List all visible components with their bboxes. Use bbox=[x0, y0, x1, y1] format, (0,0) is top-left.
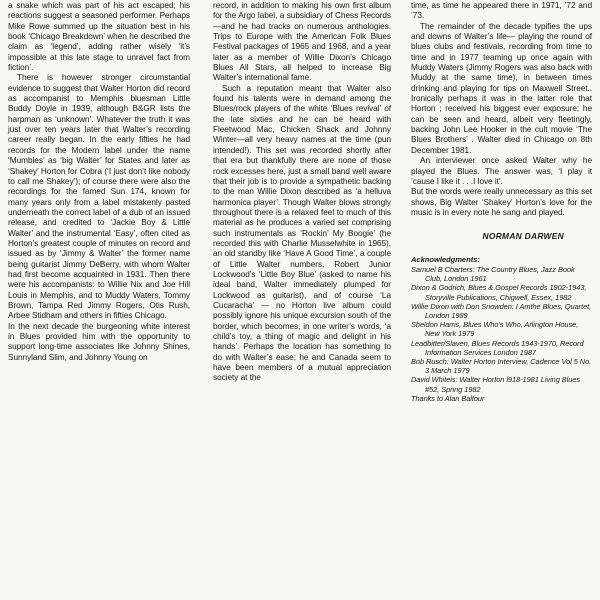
text-column-3 bbox=[411, 1, 592, 403]
paragraph: record, in addition to making his own first album for the Argo label, a subsidiary of Chess Records—and he had tracks on numerous anthologies. Trips to Europe with the American Folk Blues Festival packages of 1965 and 1968, and a year later as a member of Willie Dixon’s Chicago Blues All Stars, all helped to increase Big Walter’s international fame. bbox=[213, 1, 391, 83]
paragraph: Such a reputation meant that Walter also found his talents were in demand among the Blues/rock players of the white ‘Blues revival’ of the late sixties and he can be heard with Fleetwood Mac, Chicken Shack and Johnny Winter—all very heavy names at the time (pun intended!). This set was recorded shortly after that era but thankfully there are none of those rock excesses here, just a small band well aware that their job is to provide a sympathetic backing to the man Willie Dixon described as ‘a helluva harmonica player’. Though Walter blows strongly throughout there is a relaxed feel to much of this material as he produces a varied set comprising such instrumentals as ‘Rockin’ My Boogie’ (he recorded this with Charlie Musselwhite in 1965), an old standby like ‘Have A Good Time’, a couple of Little Walter numbers, Robert Junior Lockwood’s ‘Little Boy Blue’ (asked to name his ideal band, Walter immediately plumped for Lockwood as guitarist), and of course ‘La Cucaracha’ — no Horton live album could possibly ignore his unique excursion south of the border, which becomes, in one writer’s words, ‘a child’s toy, a thing of magic and delight in his hands’. Perhaps the location has something to do with Walter’s ease; he and Canada seem to have been members of a mutual appreciation society at the bbox=[213, 83, 391, 383]
text-column-1 bbox=[8, 1, 190, 363]
acknowledgments-heading: Acknowledgments: bbox=[411, 254, 480, 264]
paragraph: But the words were really unnecessary as this set shows, Big Walter ‘Shakey’ Horton’s love for the music is in every note he sang and played. bbox=[411, 187, 592, 217]
paragraph: The remainder of the decade typifies the ups and downs of Walter’s life— playing the round of blues clubs and festivals, recording from time to time and in 1977 teaming up once again with Muddy Waters (Jimmy Rogers was also back with Muddy at the same time), in between times drinking and playing for tips on Maxwell Street.. Ironically perhaps it was in the latter role that Horton ; received his biggest ever exposure; he can be seen and heard, albeit very fleetingly, backing John Lee Hooker in the cult movie ‘The Blues Brothers’ . Walter died in Chicago on 8th December 1981. bbox=[411, 21, 592, 155]
acknowledgment-item: Samuel B Charters: The Country Blues, Jazz Book Club, London 1961 bbox=[411, 264, 575, 284]
paragraph: An interviewer once asked Walter why he played the Blues. The answer was, ‘I play it ’cause I like it . . .I love it’. bbox=[411, 156, 592, 186]
paragraph: time, as time he appeared there in 1971, ’72 and ’73. bbox=[411, 1, 592, 21]
acknowledgment-item: David Whiteis: Walter Horton l918-1981 Living Blues #52, Spring 1982 bbox=[411, 375, 581, 394]
acknowledgments-list bbox=[411, 265, 592, 403]
acknowledgment-item: Willie Dixon with Don Snowden: I Amthe Blues, Quartet, London 1989 bbox=[411, 301, 592, 320]
text-column-2 bbox=[213, 1, 391, 384]
acknowledgment-item: Bob Rusch: Walter Horton Interview, Cadence Vol 5 No. 3 March 1979 bbox=[411, 356, 592, 376]
acknowledgment-item: Thanks to Alan Balfour bbox=[411, 393, 485, 403]
paragraph: a snake which was part of his act escaped; his reactions suggest a seasoned performer. Perhaps Mike Rowe summed up the situation best in his book ‘Chicago Breakdown’ when he described the claim as ‘legend’, adding rather wisely ‘it’s impossible at this late stage to unravel fact from fiction’. bbox=[8, 1, 190, 73]
paragraph: There is however stronger circumstantial evidence to suggest that Walter Horton did record as accompanist to Memphis bluesman Little Buddy Doyle in 1939, although B&GR lists the harpman as ‘unknown’. Whatever the truth it was just over ten years later that Walter’s recording career really began. In the early fifties he had records for the Modern label under the name ‘Mumbles’ as ‘big Walter’ for States and later as ‘Shakey’ Horton for Cobra (‘I just don’t like nobody to call me Shakey’); of course there were also the recordings for the famed Sun 174, known for many years only from a label mistakenly pasted underneath the correct label of a dub of an issued release, and credited to ‘Jackie Boy & Little Walter’ and the instrumental ‘Easy’, often cited as Horton’s greatest couple of minutes on record and issued as by ‘Jimmy & Walter’ the former name being guitarist Jimmy DeBerry, with whom Walter had first become acquainted in 1931. Then there were his accompanists: to Willie Nix and Joe Hill Louis in Memphis, and to Muddy Waters, Tommy Brown, Tampa Red Jimmy Rogers, Otis Rush, Arbee Stidham and others in fifties Chicago. bbox=[8, 73, 190, 321]
acknowledgment-item: Dixon & Godrich, Blues & Gospel Records 1902-1943, Storyville Publications, Chigwell, Essex, 1982 bbox=[411, 283, 587, 302]
author-signature: NORMAN DARWEN bbox=[482, 231, 564, 242]
paragraph: In the next decade the burgeoning white interest in Blues provided him with the opportunity to support long-time associates like Johnny Shines, Sunnyland Slim, and Johnny Young on bbox=[8, 321, 190, 362]
acknowledgment-item: Leadbitter/Slaven, Blues Records 1943-1970, Record Information Services London 1987 bbox=[411, 338, 584, 357]
acknowledgment-item: Sheldon Harris, Blues Who’s Who, Arlington House, New York 1979 bbox=[411, 320, 579, 339]
